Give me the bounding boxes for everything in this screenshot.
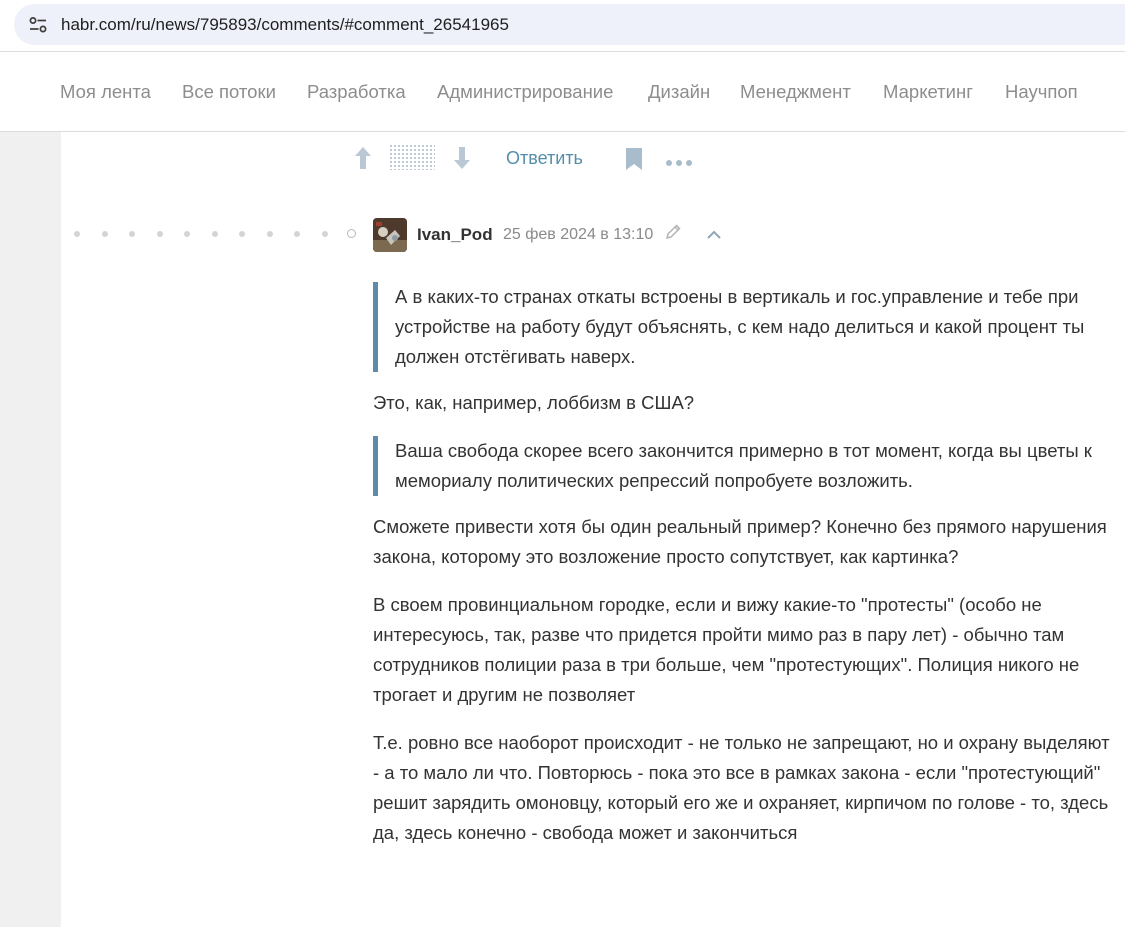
nav-item-management[interactable]: Менеджмент [740,81,851,102]
thread-dot[interactable] [322,231,328,237]
left-gutter [0,132,61,927]
vote-score-hidden [389,144,435,170]
nav-item-marketing[interactable]: Маркетинг [883,81,973,102]
thread-dot[interactable] [157,231,163,237]
thread-dot[interactable] [294,231,300,237]
avatar[interactable] [373,218,407,252]
thread-dot-current[interactable] [347,229,356,238]
thread-dot[interactable] [74,231,80,237]
arrow-up-icon[interactable] [353,146,373,175]
chevron-up-icon[interactable] [706,227,722,245]
thread-dot[interactable] [129,231,135,237]
nav-item-administration[interactable]: Администрирование [437,81,614,102]
arrow-down-icon[interactable] [452,146,472,175]
comment-date[interactable]: 25 фев 2024 в 13:10 [503,226,654,243]
thread-depth-indicator [71,228,361,240]
thread-dot[interactable] [267,231,273,237]
reply-button[interactable]: Ответить [506,148,583,168]
comment-paragraph: Это, как, например, лоббизм в США? [373,392,695,413]
browser-address-bar [0,0,1125,52]
more-icon[interactable] [665,154,693,172]
nav-item-development[interactable]: Разработка [307,81,406,102]
comment-paragraph: В своем провинциальном городке, если и вижу какие-то "протесты" (особо не интересуюсь, так, разве что придется пройти мимо раз в пару лет) - обычно там сотрудников полиции раза в три больше, чем "протестующих". Полиция никого не трогает и другим не позволяет [373,594,1080,705]
comment-header [373,218,1113,252]
nav-item-all-streams[interactable]: Все потоки [182,81,276,102]
comment-quote: А в каких-то странах откаты встроены в вертикаль и гос.управление и тебе при устройстве на работу будут объяснять, с кем надо делиться и какой процент ты должен отстёгивать наверх. [373,282,1113,372]
comment-paragraph: Т.е. ровно все наоборот происходит - не только не запрещают, но и охрану выделяют - а то мало ли что. Повторюсь - пока это все в рамках закона - если "протестующий" решит зарядить омоновцу, который его же и охраняет, кирпичом по голове - то, здесь да, здесь конечно - свобода может и закончиться [373,732,1110,843]
comments-area [61,132,1125,927]
edit-icon [664,223,682,246]
comment-body [373,282,1113,866]
comment-actions [61,132,1125,182]
nav-item-design[interactable]: Дизайн [648,81,711,102]
thread-dot[interactable] [102,231,108,237]
comment-paragraph: Сможете привести хотя бы один реальный пример? Конечно без прямого нарушения закона, которому это возложение просто сопутствует, как картинка? [373,516,1107,567]
thread-dot[interactable] [239,231,245,237]
comment-author[interactable]: Ivan_Pod [417,225,493,244]
url-bar[interactable] [14,4,1125,45]
site-info-icon[interactable] [23,10,53,40]
site-nav [0,53,1125,132]
comment-quote: Ваша свобода скорее всего закончится примерно в тот момент, когда вы цветы к мемориалу политических репрессий попробуете возложить. [373,436,1113,496]
bookmark-icon[interactable] [625,147,643,176]
thread-dot[interactable] [184,231,190,237]
nav-item-my-feed[interactable]: Моя лента [60,81,151,102]
nav-item-popular-science[interactable]: Научпоп [1005,81,1078,102]
thread-dot[interactable] [212,231,218,237]
url-text[interactable]: habr.com/ru/news/795893/comments/#comment_26541965 [61,15,509,34]
